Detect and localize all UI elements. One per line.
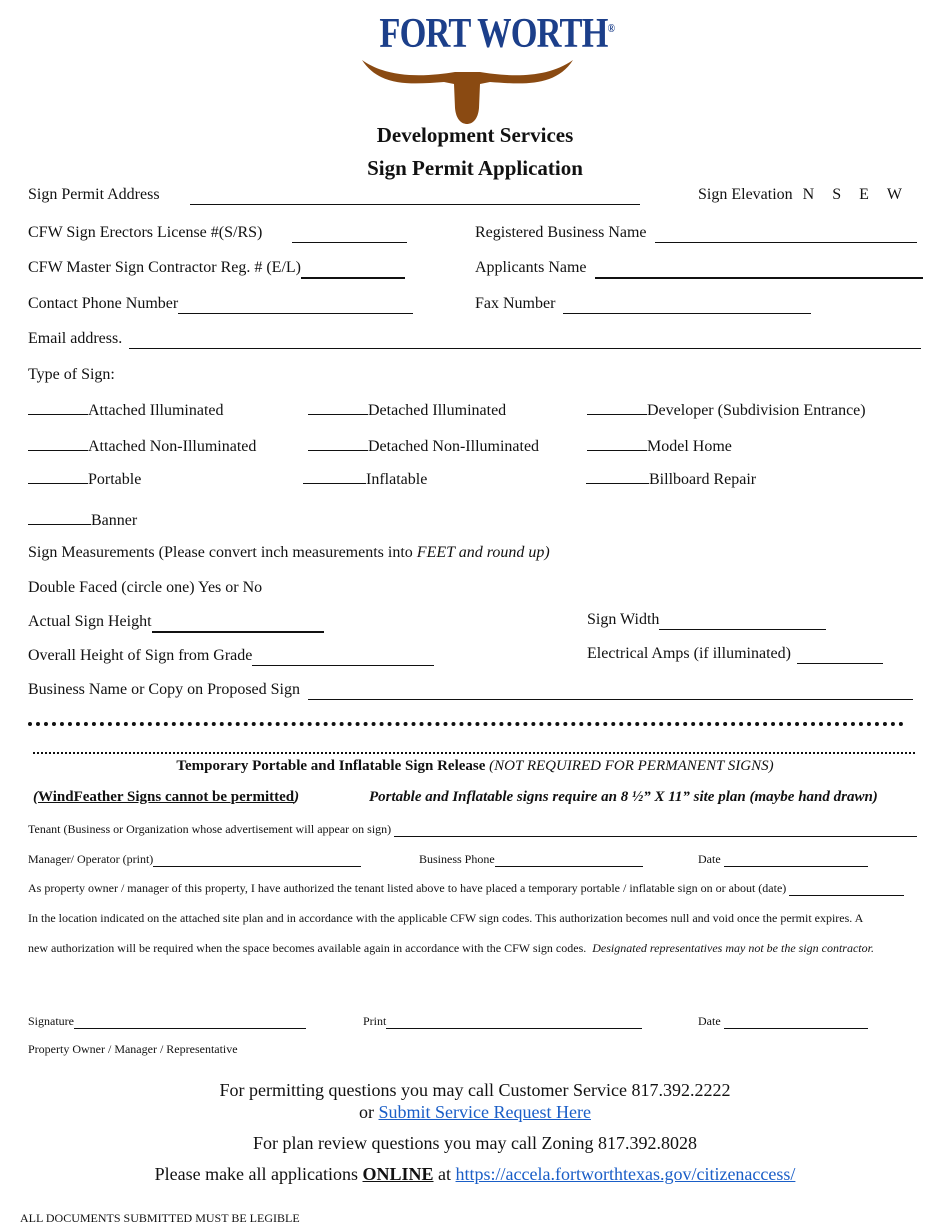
- option-label: Detached Illuminated: [368, 402, 507, 419]
- owner-rep-label: Property Owner / Manager / Representative: [28, 1042, 238, 1056]
- option-label: Inflatable: [366, 471, 428, 488]
- sign-elevation: [698, 186, 902, 204]
- contact-phone-input[interactable]: [178, 298, 413, 314]
- checkbox-blank[interactable]: [28, 400, 88, 415]
- longhorn-icon: [360, 58, 575, 128]
- date2-label: Date: [698, 1014, 721, 1028]
- manager-label: Manager/ Operator (print): [28, 852, 154, 866]
- manager-input[interactable]: [153, 854, 361, 867]
- service-request-link[interactable]: Submit Service Request Here: [378, 1102, 591, 1122]
- sign-width-input[interactable]: [659, 614, 826, 630]
- signature-row: [28, 1014, 306, 1029]
- checkbox-blank[interactable]: [587, 436, 647, 451]
- master-contractor-label: CFW Master Sign Contractor Reg. # (E/L): [28, 259, 301, 276]
- option-inflatable[interactable]: [303, 469, 427, 489]
- tenant-input[interactable]: [394, 824, 917, 837]
- business-copy-input[interactable]: [308, 684, 913, 700]
- date2-input[interactable]: [724, 1016, 868, 1029]
- elevation-label: Sign Elevation: [698, 186, 793, 203]
- permit-address-input[interactable]: [190, 189, 640, 205]
- sign-width-row: [587, 611, 826, 630]
- new-authorization-row: [28, 941, 874, 956]
- windfeather-text: WindFeather Signs cannot be permitted: [38, 789, 295, 805]
- date2-row: [698, 1014, 868, 1029]
- registered-business-row: [475, 224, 917, 243]
- checkbox-blank[interactable]: [586, 469, 649, 484]
- elevation-w[interactable]: W: [886, 186, 903, 203]
- business-phone-label: Business Phone: [419, 852, 495, 866]
- service-request-line: [0, 1102, 950, 1123]
- business-phone-row: [419, 852, 643, 867]
- electrical-amps-row: [587, 645, 883, 664]
- online-at: at: [438, 1164, 452, 1184]
- release-title-italic: (NOT REQUIRED FOR PERMANENT SIGNS): [489, 758, 774, 774]
- business-copy-label: Business Name or Copy on Proposed Sign: [28, 681, 300, 698]
- electrical-amps-input[interactable]: [797, 648, 883, 664]
- print-label: Print: [363, 1014, 387, 1028]
- measurements-heading: [28, 544, 550, 562]
- fort-worth-logo: [360, 10, 615, 125]
- fax-input[interactable]: [563, 298, 811, 314]
- checkbox-blank[interactable]: [28, 469, 88, 484]
- form-title: Sign Permit Application: [367, 156, 583, 180]
- fax-row: [475, 295, 811, 314]
- fax-label: Fax Number: [475, 295, 556, 312]
- overall-height-input[interactable]: [252, 650, 434, 666]
- location-text: In the location indicated on the attached site plan and in accordance with the applicable CFW sign codes. This authorization becomes null and void once the permit expires. A: [28, 911, 864, 925]
- tenant-row: [28, 822, 917, 837]
- windfeather-notice: [33, 789, 299, 806]
- permit-address-label: Sign Permit Address: [28, 186, 160, 203]
- option-billboard-repair[interactable]: [586, 469, 756, 489]
- signature-input[interactable]: [74, 1016, 306, 1029]
- overall-height-label: Overall Height of Sign from Grade: [28, 647, 253, 664]
- business-copy-row: [28, 681, 913, 700]
- option-attached-non-illuminated[interactable]: [28, 436, 256, 456]
- option-portable[interactable]: [28, 469, 141, 489]
- checkbox-blank[interactable]: [303, 469, 366, 484]
- elevation-s[interactable]: S: [832, 186, 842, 203]
- online-prefix: Please make all applications: [154, 1164, 359, 1184]
- double-faced[interactable]: Double Faced (circle one) Yes or No: [28, 579, 263, 596]
- option-label: Model Home: [647, 438, 732, 455]
- option-label: Banner: [91, 512, 138, 529]
- option-label: Billboard Repair: [649, 471, 757, 488]
- authorization-text: As property owner / manager of this property, I have authorized the tenant listed above to have placed a temporary portable / inflatable sign on or about (date): [28, 881, 787, 895]
- print-input[interactable]: [386, 1016, 642, 1029]
- online-word: ONLINE: [362, 1164, 434, 1184]
- email-label: Email address.: [28, 330, 123, 347]
- accela-link[interactable]: https://accela.fortworthtexas.gov/citizenaccess/: [455, 1164, 796, 1184]
- elevation-e[interactable]: E: [859, 186, 869, 203]
- contact-phone-row: [28, 295, 413, 314]
- option-detached-illuminated[interactable]: [308, 400, 506, 420]
- site-plan-note: Portable and Inflatable signs require an 8 ½” X 11” site plan (maybe hand drawn): [369, 789, 878, 805]
- checkbox-blank[interactable]: [587, 400, 647, 415]
- actual-height-input[interactable]: [152, 616, 324, 633]
- option-detached-non-illuminated[interactable]: [308, 436, 539, 456]
- business-phone-input[interactable]: [495, 854, 643, 867]
- legible-notice: ALL DOCUMENTS SUBMITTED MUST BE LEGIBLE: [20, 1211, 300, 1225]
- erectors-license-label: CFW Sign Erectors License #(S/RS): [28, 224, 263, 241]
- email-row: [28, 330, 921, 349]
- elevation-n[interactable]: N: [802, 186, 815, 203]
- erectors-license-input[interactable]: [292, 227, 407, 243]
- option-label: Developer (Subdivision Entrance): [647, 402, 866, 419]
- release-title: [0, 758, 950, 775]
- new-authorization-text: new authorization will be required when the space becomes available again in accordance with the CFW sign codes.: [28, 941, 587, 955]
- customer-service-text: For permitting questions you may call Customer Service 817.392.2222: [219, 1080, 731, 1100]
- actual-height-row: [28, 613, 324, 633]
- option-label: Detached Non-Illuminated: [368, 438, 540, 455]
- tenant-label: Tenant (Business or Organization whose advertisement will appear on sign): [28, 822, 392, 836]
- sign-width-label: Sign Width: [587, 611, 660, 628]
- measurements-heading-italic: FEET and round up): [416, 544, 550, 561]
- checkbox-blank[interactable]: [308, 436, 368, 451]
- option-label: Attached Non-Illuminated: [88, 438, 257, 455]
- windfeather-close-paren: ): [294, 789, 300, 805]
- or-text: or: [359, 1102, 375, 1122]
- print-row: [363, 1014, 642, 1029]
- option-developer[interactable]: [587, 400, 866, 420]
- type-of-sign-label: Type of Sign:: [28, 366, 115, 383]
- option-banner[interactable]: [28, 510, 137, 530]
- master-contractor-input[interactable]: [301, 262, 405, 279]
- measurements-heading-text: Sign Measurements (Please convert inch measurements into: [28, 544, 417, 561]
- applicants-name-row: [475, 259, 923, 279]
- signature-label: Signature: [28, 1014, 74, 1028]
- option-label: Attached Illuminated: [88, 402, 224, 419]
- date-input[interactable]: [724, 854, 868, 867]
- checkbox-blank[interactable]: [28, 436, 88, 451]
- option-attached-illuminated[interactable]: [28, 400, 224, 420]
- authorization-date-input[interactable]: [789, 883, 904, 896]
- dotted-separator: [28, 712, 904, 726]
- option-label: Portable: [88, 471, 142, 488]
- date-row: [698, 852, 868, 867]
- release-title-bold: Temporary Portable and Inflatable Sign Release: [176, 758, 486, 774]
- master-contractor-row: [28, 259, 405, 279]
- applicants-name-input[interactable]: [595, 262, 923, 279]
- manager-row: [28, 852, 361, 867]
- logo-wordmark: FORT WORTH®: [379, 11, 615, 57]
- online-line: [0, 1164, 950, 1185]
- registered-business-input[interactable]: [655, 227, 917, 243]
- date-label: Date: [698, 852, 721, 866]
- dotted-separator: [33, 748, 915, 754]
- authorization-row: [28, 881, 904, 896]
- checkbox-blank[interactable]: [308, 400, 368, 415]
- windfeather-open-paren: (: [33, 789, 38, 805]
- contact-phone-label: Contact Phone Number: [28, 295, 179, 312]
- registered-business-label: Registered Business Name: [475, 224, 647, 241]
- checkbox-blank[interactable]: [28, 510, 91, 525]
- actual-height-label: Actual Sign Height: [28, 613, 152, 630]
- applicants-name-label: Applicants Name: [475, 259, 587, 276]
- zoning-text: For plan review questions you may call Zoning 817.392.8028: [253, 1133, 697, 1153]
- erectors-license-row: [28, 224, 407, 243]
- overall-height-row: [28, 647, 434, 666]
- electrical-amps-label: Electrical Amps (if illuminated): [587, 645, 791, 662]
- permit-address-row: [28, 186, 640, 205]
- department-title: Development Services: [376, 123, 574, 147]
- email-input[interactable]: [129, 333, 921, 349]
- option-model-home[interactable]: [587, 436, 732, 456]
- designated-note: Designated representatives may not be the sign contractor.: [592, 941, 874, 955]
